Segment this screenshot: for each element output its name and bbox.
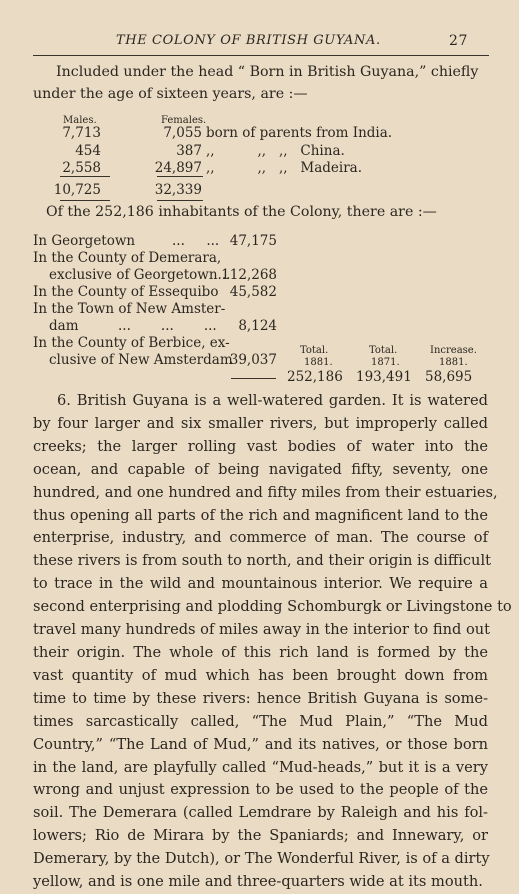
body-line: their origin. The whole of this rich land is formed by the — [33, 643, 488, 661]
sum-rule — [231, 378, 276, 379]
intro-line-1: Included under the head “ Born in British Guyana,” chiefly — [56, 64, 479, 80]
totals-header: Total. — [300, 345, 329, 356]
body-line: enterprise, industry, and commerce of man. The course of — [33, 529, 488, 547]
totals-value: 193,491 — [356, 369, 412, 385]
sum-rule-females — [157, 176, 203, 177]
body-line: yellow, and is one mile and three-quarters wide at its mouth. — [33, 873, 483, 891]
body-line: time to time by these rivers: hence British Guyana is some- — [33, 689, 488, 707]
body-line: vast quantity of mud which has been brought down from — [33, 666, 488, 684]
males-header: Males. — [63, 115, 97, 126]
body-line: wrong and unjust expression to be used to the people of the — [33, 781, 488, 799]
body-line: ocean, and capable of being navigated fifty, seventy, one — [33, 460, 488, 478]
table-cell-text: ,, ,, ,, Madeira. — [206, 160, 363, 176]
total-rule-males — [60, 200, 110, 201]
row-label: In the County of Essequibo — [33, 284, 219, 300]
row-dots: ... ... — [172, 233, 220, 249]
row-label: clusive of New Amsterdam — [49, 352, 233, 368]
body-line: second enterprising and plodding Schomburgk or Livingstone to — [33, 598, 512, 616]
totals-value: 58,695 — [425, 369, 473, 385]
table-cell-text: ,, ,, ,, China. — [206, 143, 345, 159]
table-cell-text: born of parents from India. — [206, 125, 393, 141]
totals-year: 1881. — [439, 357, 468, 368]
row-value: 8,124 — [238, 318, 277, 334]
totals-value: 252,186 — [287, 369, 343, 385]
body-line: by four larger and six smaller rivers, but improperly called — [33, 414, 488, 432]
body-line: to trace in the wild and mountainous interior. We require a — [33, 575, 488, 593]
header-rule — [33, 55, 489, 56]
body-line: creeks; the larger rolling vast bodies of water into the — [33, 437, 488, 455]
total-rule-females — [157, 200, 203, 201]
table-cell-males: 454 — [75, 143, 101, 159]
row-label: In the County of Demerara, — [33, 250, 222, 266]
row-dots: ... ... ... — [118, 318, 217, 334]
row-value: 47,175 — [229, 233, 277, 249]
body-line: in the land, are playfully called “Mud-heads,” but it is a very — [33, 758, 488, 776]
running-title: THE COLONY OF BRITISH GUYANA. — [116, 33, 381, 48]
females-header: Females. — [161, 115, 207, 126]
body-line: Demerary, by the Dutch), or The Wonderful River, is of a dirty — [33, 850, 490, 868]
totals-year: 1881. — [304, 357, 333, 368]
body-line: times sarcastically called, “The Mud Plain,” “The Mud — [33, 712, 488, 730]
inhabitants-intro: Of the 252,186 inhabitants of the Colony, there are :— — [46, 204, 437, 220]
row-label: dam — [49, 318, 79, 334]
intro-line-2: under the age of sixteen years, are :— — [33, 86, 308, 102]
table-cell-females: 387 — [176, 143, 202, 159]
totals-header: Total. — [369, 345, 398, 356]
table-cell-males: 2,558 — [62, 160, 101, 176]
total-females: 32,339 — [154, 182, 202, 198]
body-line: soil. The Demerara (called Lemdrare by Raleigh and his fol- — [33, 804, 488, 822]
paragraph-6 — [33, 390, 512, 894]
totals-year: 1871. — [371, 357, 400, 368]
total-males: 10,725 — [53, 182, 101, 198]
body-line: hundred, and one hundred and fifty miles from their estuaries, — [33, 483, 498, 501]
row-label: In the County of Berbice, ex- — [33, 335, 230, 351]
row-value: 39,037 — [229, 352, 277, 368]
row-label: exclusive of Georgetown... — [49, 267, 231, 283]
body-line: Country,” “The Land of Mud,” and its natives, or those born — [33, 735, 488, 753]
table-cell-males: 7,713 — [62, 125, 101, 141]
body-line: travel many hundreds of miles away in the interior to find out — [33, 621, 491, 639]
body-line: lowers; Rio de Mirara by the Spaniards; and Innewary, or — [33, 827, 488, 845]
body-line: thus opening all parts of the rich and magnificent land to the — [33, 506, 488, 524]
page-number: 27 — [449, 33, 469, 49]
table-cell-females: 24,897 — [154, 160, 202, 176]
row-label: In Georgetown — [33, 233, 136, 249]
sum-rule-males — [60, 176, 110, 177]
body-line: these rivers is from south to north, and their origin is difficult — [33, 552, 491, 570]
body-line: 6. British Guyana is a well-watered garden. It is watered — [57, 392, 488, 409]
row-label: In the Town of New Amster- — [33, 301, 226, 317]
row-value: 112,268 — [221, 267, 277, 283]
row-value: 45,582 — [229, 284, 277, 300]
table-cell-females: 7,055 — [163, 125, 202, 141]
totals-header: Increase. — [430, 345, 477, 356]
